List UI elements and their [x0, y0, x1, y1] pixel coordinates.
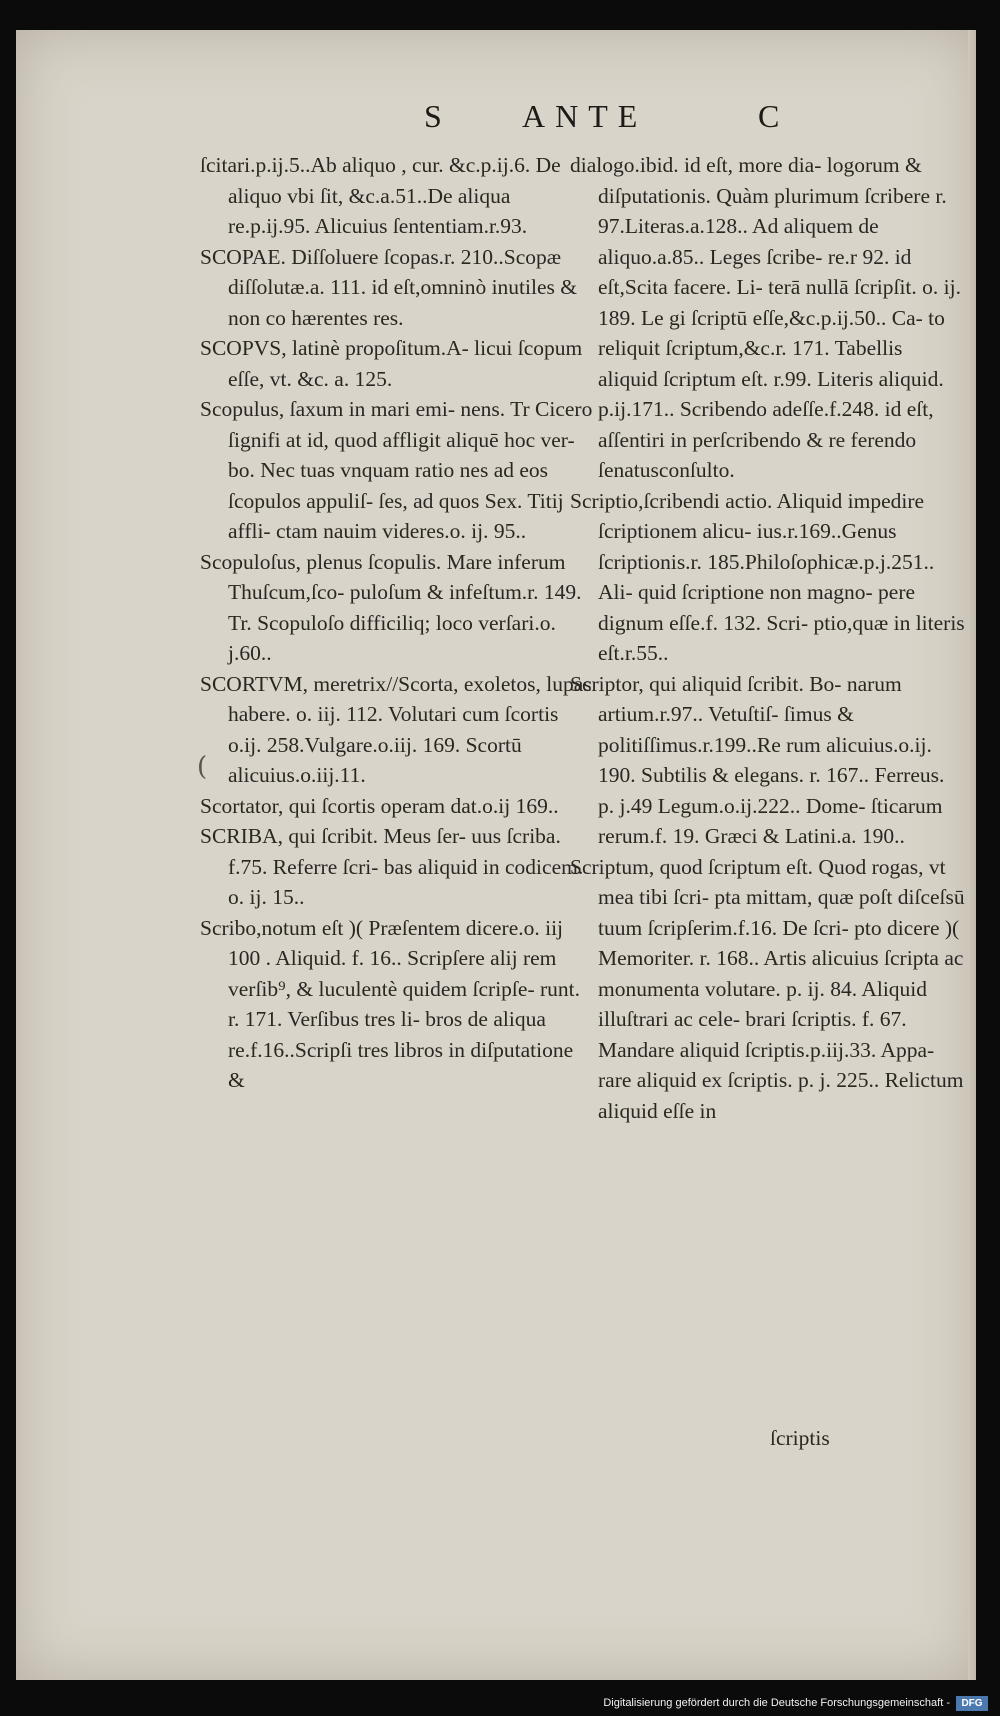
dictionary-entry: Scriptio,ſcribendi actio. Aliquid impedire ſcriptionem alicu- ius.r.169..Genus ſcriptionis.r. 185.Philoſophicæ.p.j.251.. Ali- quid ſcriptione non magno- pere dignum eſſe.f. 132. Scri- ptio,quæ in literis eſt.r.55..: [570, 488, 965, 665]
dictionary-entry: dialogo.ibid. id eſt, more dia- logorum & diſputationis. Quàm plurimum ſcribere r. 97.Literas.a.128.. Ad aliquem de aliquo.a.85.. Leges ſcribe- re.r 92. id eſt,Scita facere. Li- terā nullā ſcripſit. o. ij. 189. Le gi ſcriptū eſſe,&c.p.ij.50.. Ca- to reliquit ſcriptum,&c.r. 171. Tabellis aliquid ſcriptum eſt. r.99. Literis aliquid. p.ij.171.. Scribendo adeſſe.f.248. id eſt, aſſentiri in perſcribendo & re ferendo ſenatusconſulto.: [570, 153, 961, 482]
margin-mark: (: [197, 752, 208, 782]
right-column: [570, 150, 965, 1126]
dictionary-entry: Scopuloſus, plenus ſcopulis. Mare inferum Thuſcum,ſco- puloſum & infeſtum.r. 149. Tr. Scopuloſo difficiliq; loco verſari.o. j.60..: [200, 549, 582, 665]
dictionary-entry: Scopulus, ſaxum in mari emi- nens. Tr Cicero ſignifi at id, quod affligit aliquē hoc ver- bo. Nec tuas vnquam ratio nes ad eos ſcopulos appuliſ- ſes, ad quos Sex. Titij affli- ctam nauim videres.o. ij. 95..: [200, 397, 593, 543]
page-edge: [968, 30, 976, 1680]
running-head-right: C: [758, 98, 783, 134]
left-column: [200, 150, 595, 1096]
dictionary-entry: SCRIBA, qui ſcribit. Meus ſer- uus ſcriba. f.75. Referre ſcri- bas aliquid in codicem. o. ij. 15..: [200, 824, 584, 909]
dictionary-entry: Scriptum, quod ſcriptum eſt. Quod rogas, vt mea tibi ſcri- pta mittam, quæ poſt diſceſsū tuum ſcripſerim.f.16. De ſcri- pto dicere )( Memoriter. r. 168.. Artis alicuius ſcripta ac monumenta volutare. p. ij. 84. Aliquid illuſtrari ac cele- brari ſcriptis. f. 67. Mandare aliquid ſcriptis.p.iij.33. Appa- rare aliquid ex ſcriptis. p. j. 225.. Relictum aliquid eſſe in: [570, 854, 965, 1123]
running-head-center: ANTE: [522, 98, 648, 134]
dictionary-entry: SCOPVS, latinè propoſitum.A- licui ſcopum eſſe, vt. &c. a. 125.: [200, 336, 583, 391]
dfg-logo-icon: DFG: [956, 1696, 988, 1711]
running-head: [0, 98, 1000, 138]
running-head-left: S: [424, 98, 445, 134]
dictionary-entry: ſcitari.p.ij.5..Ab aliquo , cur. &c.p.ij.6. De aliquo vbi ſit, &c.a.51..De aliqua re.p.ij.95. Alicuius ſententiam.r.93.: [200, 153, 561, 238]
dictionary-entry: Scortator, qui ſcortis operam dat.o.ij 169..: [200, 793, 559, 818]
footer-bar: [0, 1693, 1000, 1716]
dictionary-entry: Scribo,notum eſt )( Præſentem dicere.o. iij 100 . Aliquid. f. 16.. Scripſere alij rem verſib⁹, & luculentè quidem ſcripſe- runt. r. 171. Verſibus tres li- bros de aliqua re.f.16..Scripſi tres libros in diſputatione &: [200, 915, 580, 1092]
footer-credit: Digitalisierung gefördert durch die Deutsche Forschungsgemeinschaft -: [603, 1697, 950, 1709]
dictionary-entry: Scriptor, qui aliquid ſcribit. Bo- narum artium.r.97.. Vetuſtiſ- ſimus & politiſſimus.r.199..Re rum alicuius.o.ij. 190. Subtilis & elegans. r. 167.. Ferreus. p. j.49 Legum.o.ij.222.. Dome- ſticarum rerum.f. 19. Græci & Latini.a. 190..: [570, 671, 945, 848]
catchword: ſcriptis: [770, 1426, 830, 1450]
dictionary-entry: SCORTVM, meretrix//Scorta, exoletos, lupas habere. o. iij. 112. Volutari cum ſcortis o.ij. 258.Vulgare.o.iij. 169. Scortū alicuius.o.iij.11.: [200, 671, 592, 787]
dictionary-entry: SCOPAE. Diſſoluere ſcopas.r. 210..Scopæ diſſolutæ.a. 111. id eſt,omninò inutiles & non co hærentes res.: [200, 244, 577, 330]
